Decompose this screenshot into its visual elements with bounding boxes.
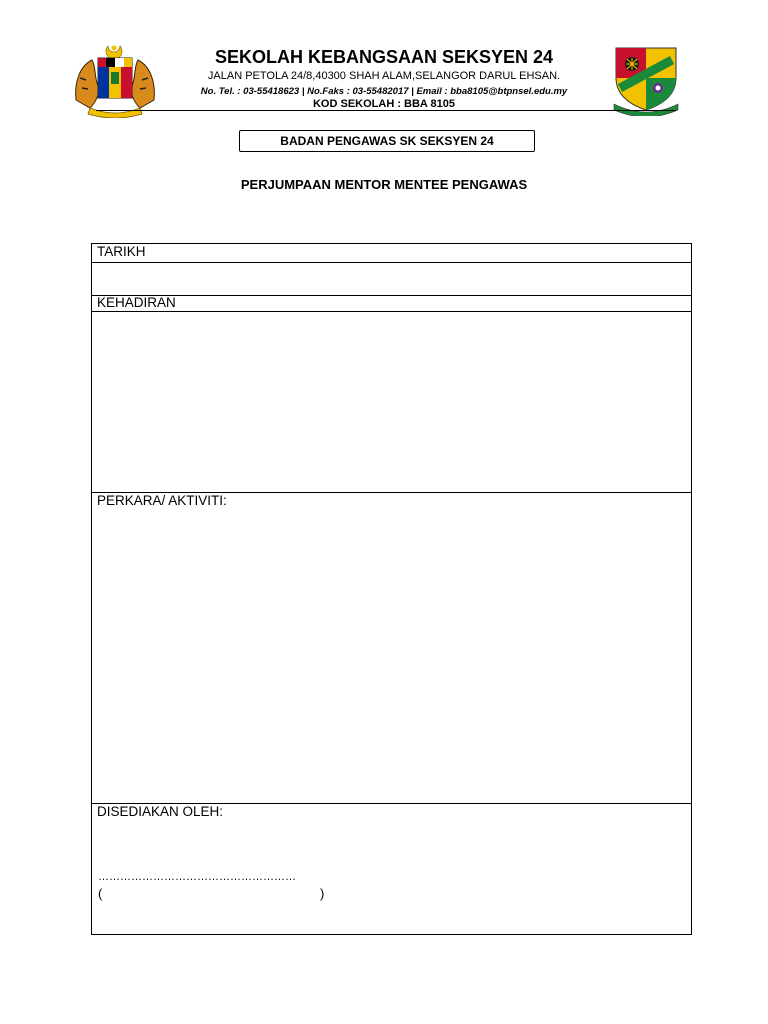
school-address: JALAN PETOLA 24/8,40300 SHAH ALAM,SELANGOR DARUL EHSAN. bbox=[207, 70, 561, 82]
signature-line: ……………………………………………… bbox=[98, 871, 296, 883]
disediakan-label: DISEDIAKAN OLEH: bbox=[97, 804, 224, 819]
name-paren-open: ( bbox=[98, 886, 103, 901]
coat-of-arms-logo bbox=[70, 42, 160, 118]
perkara-label: PERKARA/ AKTIVITI: bbox=[97, 493, 227, 508]
school-contact: No. Tel. : 03-55418623 | No.Faks : 03-55482017 | Email : bba8105@btpnsel.edu.my bbox=[200, 86, 568, 97]
kehadiran-input-row[interactable] bbox=[92, 311, 691, 493]
kehadiran-label: KEHADIRAN bbox=[97, 295, 176, 310]
header-divider bbox=[96, 110, 676, 111]
disediakan-row[interactable] bbox=[92, 803, 691, 934]
school-code: KOD SEKOLAH : BBA 8105 bbox=[312, 98, 455, 110]
school-name: SEKOLAH KEBANGSAAN SEKSYEN 24 bbox=[214, 47, 554, 67]
meeting-title: PERJUMPAAN MENTOR MENTEE PENGAWAS bbox=[240, 177, 528, 192]
school-crest-logo bbox=[610, 44, 682, 116]
tarikh-label-row bbox=[92, 244, 691, 262]
kehadiran-label-row bbox=[92, 295, 691, 311]
badan-pengawas-title: BADAN PENGAWAS SK SEKSYEN 24 bbox=[239, 130, 535, 152]
tarikh-label: TARIKH bbox=[97, 244, 146, 259]
tarikh-input-row[interactable] bbox=[92, 262, 691, 295]
meeting-form-table bbox=[91, 243, 692, 935]
name-paren-close: ) bbox=[320, 886, 325, 901]
perkara-row[interactable] bbox=[92, 492, 691, 804]
school-header bbox=[170, 46, 598, 111]
